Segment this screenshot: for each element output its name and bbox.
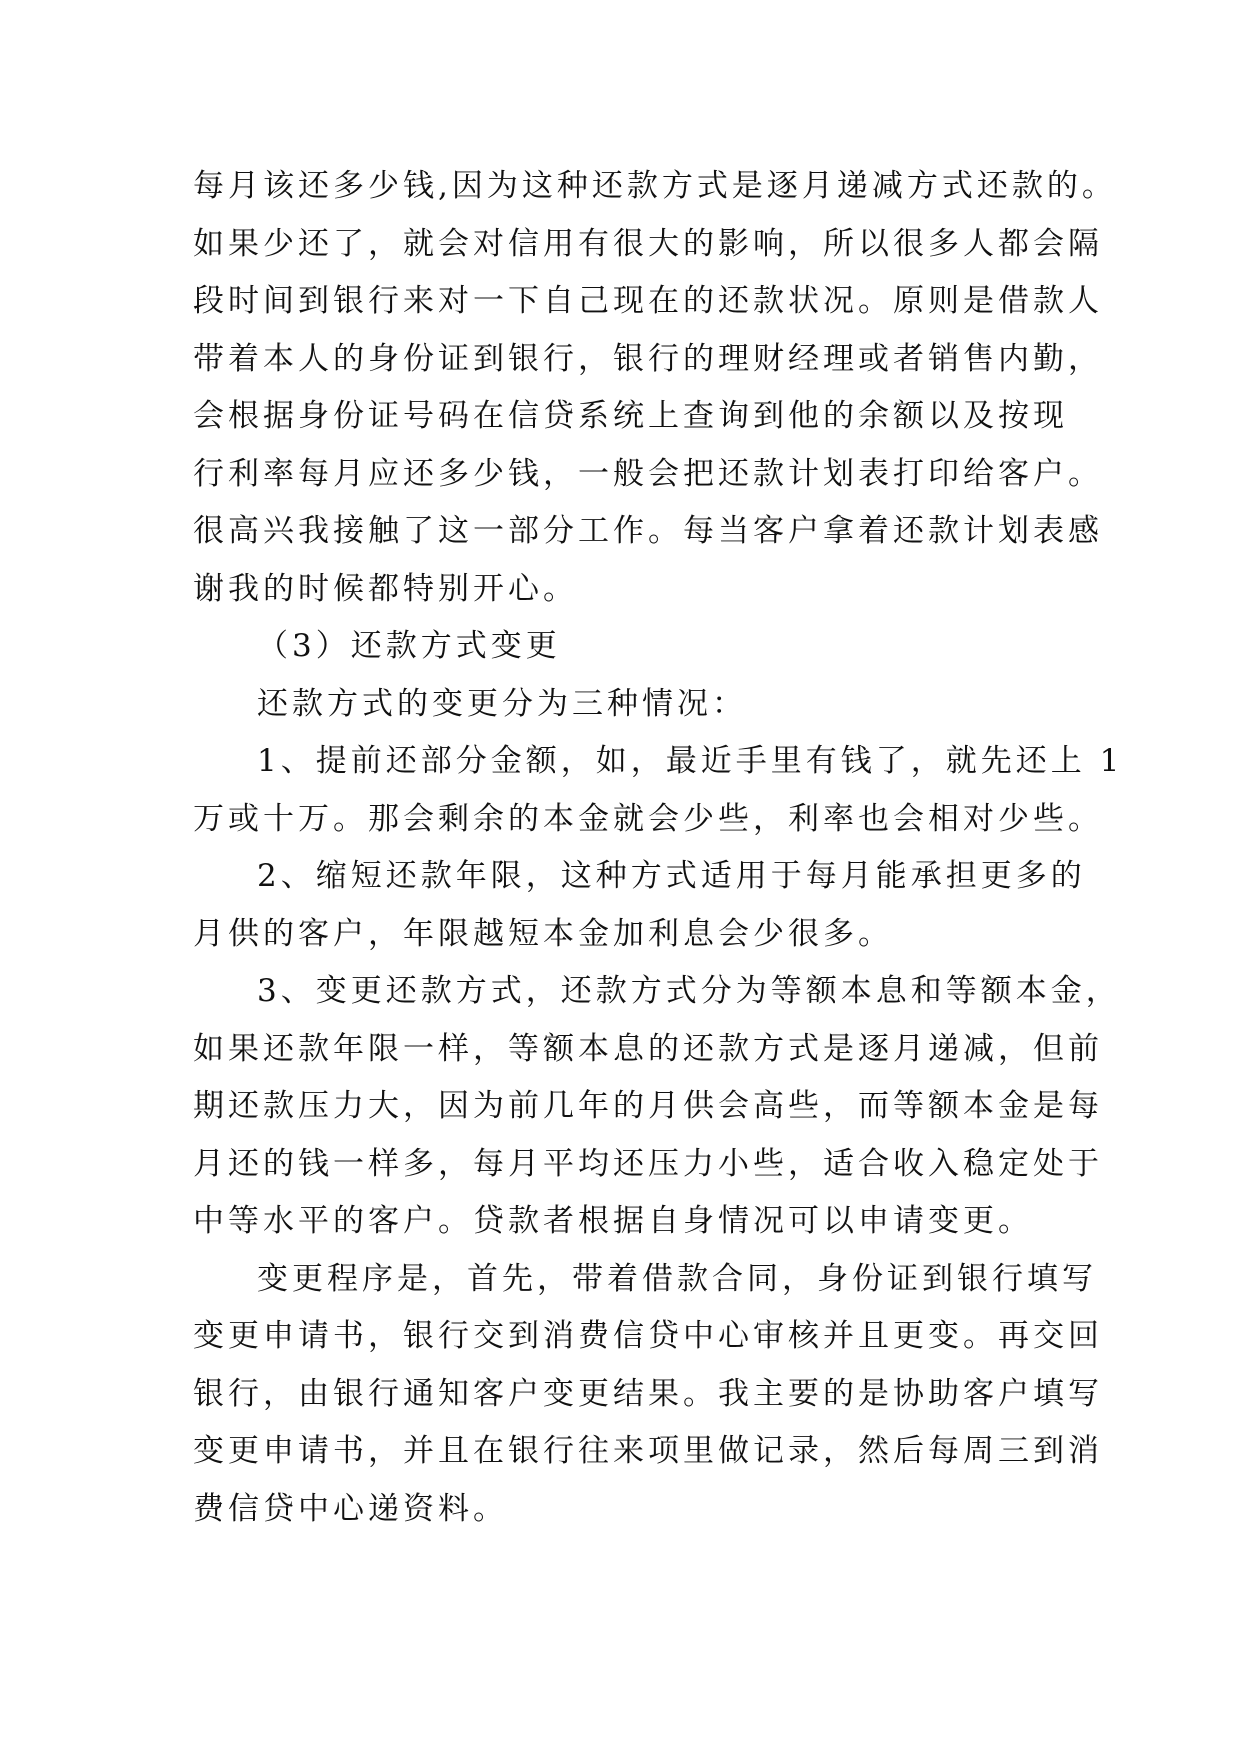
text-line: 银行，由银行通知客户变更结果。我主要的是协助客户填写 bbox=[193, 1375, 1103, 1412]
text-line: 万或十万。那会剩余的本金就会少些，利率也会相对少些。 bbox=[193, 800, 1103, 837]
paragraph-first-line: 3、变更还款方式，还款方式分为等额本息和等额本金， bbox=[257, 973, 1121, 1009]
text-line: 变更申请书，银行交到消费信贷中心审核并且更变。再交回 bbox=[193, 1318, 1103, 1354]
text-line: 如果少还了，就会对信用有很大的影响，所以很多人都会隔 bbox=[193, 225, 1103, 262]
body-text bbox=[193, 158, 1124, 1538]
text-line: 会根据身份证号码在信贷系统上查询到他的余额以及按现 bbox=[193, 398, 1068, 434]
text-line: 如果还款年限一样，等额本息的还款方式是逐月递减，但前 bbox=[193, 1030, 1103, 1067]
paragraph-first-line: 还款方式的变更分为三种情况： bbox=[257, 685, 747, 722]
text-line: 月还的钱一样多，每月平均还压力小些，适合收入稳定处于 bbox=[193, 1145, 1103, 1182]
text-line: 变更申请书，并且在银行往来项里做记录，然后每周三到消 bbox=[193, 1433, 1103, 1469]
text-line: 每月该还多少钱,因为这种还款方式是逐月递减方式还款的。 bbox=[193, 168, 1117, 204]
text-line: 很高兴我接触了这一部分工作。每当客户拿着还款计划表感 bbox=[193, 513, 1103, 549]
text-line: 带着本人的身份证到银行，银行的理财经理或者销售内勤， bbox=[193, 340, 1103, 377]
text-line: 段时间到银行来对一下自己现在的还款状况。原则是借款人 bbox=[193, 283, 1103, 319]
paragraph-first-line: （3）还款方式变更 bbox=[257, 628, 561, 664]
paragraph-first-line: 变更程序是，首先，带着借款合同，身份证到银行填写 bbox=[257, 1260, 1097, 1297]
text-line: 期还款压力大，因为前几年的月供会高些，而等额本金是每 bbox=[193, 1088, 1103, 1124]
paragraph-first-line: 2、缩短还款年限，这种方式适用于每月能承担更多的 bbox=[257, 858, 1086, 894]
text-line: 费信贷中心递资料。 bbox=[193, 1490, 508, 1527]
text-line: 月供的客户，年限越短本金加利息会少很多。 bbox=[193, 915, 893, 952]
text-line: 中等水平的客户。贷款者根据自身情况可以申请变更。 bbox=[193, 1203, 1033, 1239]
paragraph-first-line: 1、提前还部分金额，如，最近手里有钱了，就先还上 1 bbox=[257, 743, 1124, 779]
text-line: 谢我的时候都特别开心。 bbox=[193, 570, 578, 607]
text-line: 行利率每月应还多少钱，一般会把还款计划表打印给客户。 bbox=[193, 455, 1103, 492]
